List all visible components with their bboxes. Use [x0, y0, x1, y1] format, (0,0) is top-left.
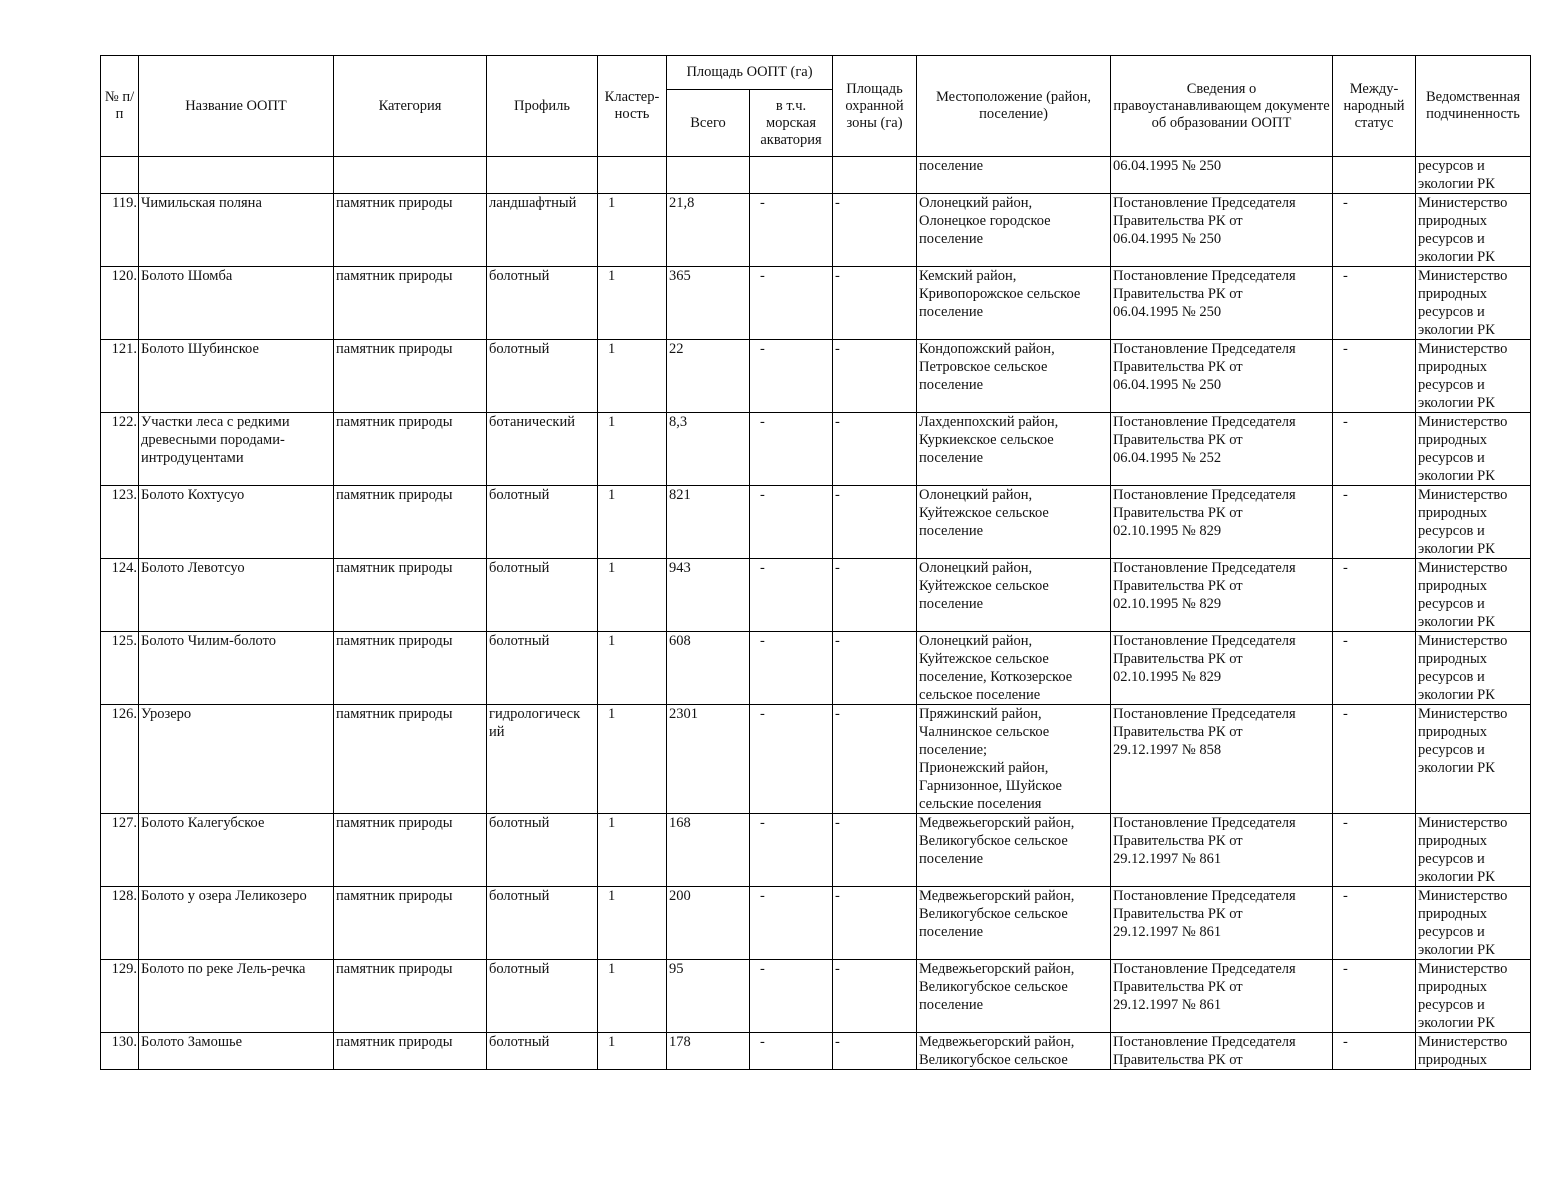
header-document: Сведения о правоустанавливающем документе об образовании ООПТ: [1111, 56, 1333, 157]
header-name: Название ООПТ: [139, 56, 334, 157]
cell-buffer: -: [833, 267, 917, 340]
cell-dept: Министерство природных ресурсов и экологии РК: [1416, 887, 1531, 960]
cell-buffer: -: [833, 960, 917, 1033]
cell-name: Болото Шубинское: [139, 340, 334, 413]
cell-name: Чимильская поляна: [139, 194, 334, 267]
cell-cluster: 1: [598, 705, 667, 814]
cell-buffer: -: [833, 632, 917, 705]
cell-intl: -: [1333, 267, 1416, 340]
header-location: Местоположение (район, поселение): [917, 56, 1111, 157]
cell-profile: болотный: [487, 632, 598, 705]
cell-cluster: 1: [598, 486, 667, 559]
cell-document: Постановление Председателя Правительства РК от 06.04.1995 № 252: [1111, 413, 1333, 486]
cell-category: памятник природы: [334, 340, 487, 413]
cell-area-total: 178: [667, 1033, 750, 1070]
cell-location: Медвежьегорский район, Великогубское сельское: [917, 1033, 1111, 1070]
cell-location: Медвежьегорский район, Великогубское сельское поселение: [917, 814, 1111, 887]
table-row: [101, 705, 1531, 814]
cell-document: Постановление Председателя Правительства РК от 02.10.1995 № 829: [1111, 559, 1333, 632]
cell-intl: -: [1333, 559, 1416, 632]
cell-cluster: 1: [598, 267, 667, 340]
cell-num: 122.: [101, 413, 139, 486]
cell-num: 130.: [101, 1033, 139, 1070]
cell-profile: болотный: [487, 1033, 598, 1070]
cell-buffer: -: [833, 559, 917, 632]
cell-area-marine: -: [750, 194, 833, 267]
cell-buffer: -: [833, 1033, 917, 1070]
cell-dept: Министерство природных ресурсов и экологии РК: [1416, 340, 1531, 413]
cell-name: Болото Чилим-болото: [139, 632, 334, 705]
cell-area-marine: -: [750, 1033, 833, 1070]
table-row: [101, 632, 1531, 705]
cell-area-total: 168: [667, 814, 750, 887]
cell-name: Болото Кохтусуо: [139, 486, 334, 559]
cell-cluster: 1: [598, 960, 667, 1033]
cell-num: 127.: [101, 814, 139, 887]
cell-dept: Министерство природных ресурсов и экологии РК: [1416, 632, 1531, 705]
header-intl: Между-народный статус: [1333, 56, 1416, 157]
cell-num: 124.: [101, 559, 139, 632]
cell-cluster: 1: [598, 887, 667, 960]
cell-area-total: 608: [667, 632, 750, 705]
cell-intl: -: [1333, 486, 1416, 559]
cell-buffer: -: [833, 705, 917, 814]
cell-cluster: 1: [598, 1033, 667, 1070]
table-row: [101, 413, 1531, 486]
cell-num: 125.: [101, 632, 139, 705]
cell-name: Болото Шомба: [139, 267, 334, 340]
cell-area-total: 2301: [667, 705, 750, 814]
cell-dept: Министерство природных ресурсов и экологии РК: [1416, 559, 1531, 632]
header-area-total: Всего: [667, 90, 750, 157]
cell-cluster: 1: [598, 632, 667, 705]
table-row: [101, 960, 1531, 1033]
cell-name: Болото по реке Лель-речка: [139, 960, 334, 1033]
header-num: № п/п: [101, 56, 139, 157]
header-buffer: Площадь охранной зоны (га): [833, 56, 917, 157]
cell-intl: -: [1333, 340, 1416, 413]
cell-dept: Министерство природных ресурсов и экологии РК: [1416, 413, 1531, 486]
header-dept: Ведомственная подчиненность: [1416, 56, 1531, 157]
cell-area-total: 8,3: [667, 413, 750, 486]
cell-area-total: 365: [667, 267, 750, 340]
cell-profile: гидрологическ ий: [487, 705, 598, 814]
cell-intl: -: [1333, 413, 1416, 486]
cell-document: Постановление Председателя Правительства РК от 29.12.1997 № 861: [1111, 887, 1333, 960]
table-row: [101, 194, 1531, 267]
cell-buffer: -: [833, 194, 917, 267]
cell-profile: ландшафтный: [487, 194, 598, 267]
cell-document: Постановление Председателя Правительства РК от 06.04.1995 № 250: [1111, 194, 1333, 267]
cell-location: Лахденпохский район, Куркиекское сельское поселение: [917, 413, 1111, 486]
header-cluster: Кластер-ность: [598, 56, 667, 157]
cell-category: памятник природы: [334, 814, 487, 887]
cell-intl: -: [1333, 705, 1416, 814]
cell-area-marine: -: [750, 340, 833, 413]
cell-location: Олонецкий район, Олонецкое городское поселение: [917, 194, 1111, 267]
table-row: [101, 486, 1531, 559]
cell-area-marine: -: [750, 413, 833, 486]
cell-buffer: -: [833, 887, 917, 960]
cell-document: Постановление Председателя Правительства РК от 02.10.1995 № 829: [1111, 486, 1333, 559]
table-row: [101, 1033, 1531, 1070]
cell-area-marine: -: [750, 814, 833, 887]
cell-category: памятник природы: [334, 486, 487, 559]
continued-dept: ресурсов и экологии РК: [1416, 157, 1531, 194]
cell-profile: болотный: [487, 559, 598, 632]
cell-category: памятник природы: [334, 413, 487, 486]
cell-document: Постановление Председателя Правительства РК от 29.12.1997 № 861: [1111, 960, 1333, 1033]
cell-cluster: 1: [598, 814, 667, 887]
cell-num: 120.: [101, 267, 139, 340]
cell-dept: Министерство природных ресурсов и экологии РК: [1416, 705, 1531, 814]
cell-area-total: 22: [667, 340, 750, 413]
cell-intl: -: [1333, 1033, 1416, 1070]
cell-document: Постановление Председателя Правительства РК от 06.04.1995 № 250: [1111, 267, 1333, 340]
continued-document: 06.04.1995 № 250: [1111, 157, 1333, 194]
cell-intl: -: [1333, 194, 1416, 267]
cell-area-marine: -: [750, 486, 833, 559]
cell-document: Постановление Председателя Правительства РК от 02.10.1995 № 829: [1111, 632, 1333, 705]
header-area: Площадь ООПТ (га): [667, 56, 833, 90]
cell-location: Олонецкий район, Куйтежское сельское поселение: [917, 486, 1111, 559]
cell-num: 121.: [101, 340, 139, 413]
cell-area-marine: -: [750, 887, 833, 960]
cell-name: Болото Замошье: [139, 1033, 334, 1070]
cell-name: Болото Калегубское: [139, 814, 334, 887]
cell-area-marine: -: [750, 960, 833, 1033]
header-area-marine: в т.ч. морская акватория: [750, 90, 833, 157]
cell-dept: Министерство природных ресурсов и экологии РК: [1416, 267, 1531, 340]
table-row: [101, 814, 1531, 887]
oopt-table-page: [100, 55, 1530, 1070]
cell-document: Постановление Председателя Правительства РК от: [1111, 1033, 1333, 1070]
cell-location: Олонецкий район, Куйтежское сельское поселение, Коткозерское сельское поселение: [917, 632, 1111, 705]
cell-area-marine: -: [750, 705, 833, 814]
cell-intl: -: [1333, 887, 1416, 960]
cell-num: 129.: [101, 960, 139, 1033]
header-profile: Профиль: [487, 56, 598, 157]
cell-area-total: 200: [667, 887, 750, 960]
continued-row: [101, 157, 1531, 194]
cell-cluster: 1: [598, 413, 667, 486]
table-header: [101, 56, 1531, 157]
table-row: [101, 887, 1531, 960]
cell-location: Кемский район, Кривопорожское сельское поселение: [917, 267, 1111, 340]
cell-buffer: -: [833, 486, 917, 559]
cell-buffer: -: [833, 814, 917, 887]
cell-num: 128.: [101, 887, 139, 960]
cell-intl: -: [1333, 632, 1416, 705]
cell-document: Постановление Председателя Правительства РК от 29.12.1997 № 858: [1111, 705, 1333, 814]
cell-profile: болотный: [487, 814, 598, 887]
cell-area-total: 943: [667, 559, 750, 632]
oopt-table: [100, 55, 1531, 1070]
cell-profile: болотный: [487, 887, 598, 960]
table-body: [101, 157, 1531, 1070]
cell-profile: ботанический: [487, 413, 598, 486]
cell-num: 119.: [101, 194, 139, 267]
cell-buffer: -: [833, 413, 917, 486]
table-row: [101, 340, 1531, 413]
table-row: [101, 559, 1531, 632]
cell-category: памятник природы: [334, 632, 487, 705]
cell-dept: Министерство природных ресурсов и экологии РК: [1416, 814, 1531, 887]
cell-location: Олонецкий район, Куйтежское сельское поселение: [917, 559, 1111, 632]
cell-dept: Министерство природных ресурсов и экологии РК: [1416, 960, 1531, 1033]
cell-category: памятник природы: [334, 1033, 487, 1070]
cell-num: 126.: [101, 705, 139, 814]
cell-category: памятник природы: [334, 559, 487, 632]
cell-intl: -: [1333, 814, 1416, 887]
cell-area-total: 821: [667, 486, 750, 559]
cell-buffer: -: [833, 340, 917, 413]
cell-intl: -: [1333, 960, 1416, 1033]
cell-name: Участки леса с редкими древесными породами- интродуцентами: [139, 413, 334, 486]
cell-area-marine: -: [750, 559, 833, 632]
cell-category: памятник природы: [334, 705, 487, 814]
cell-area-total: 95: [667, 960, 750, 1033]
cell-profile: болотный: [487, 486, 598, 559]
cell-area-marine: -: [750, 632, 833, 705]
cell-profile: болотный: [487, 340, 598, 413]
cell-category: памятник природы: [334, 267, 487, 340]
cell-category: памятник природы: [334, 960, 487, 1033]
cell-cluster: 1: [598, 340, 667, 413]
cell-cluster: 1: [598, 194, 667, 267]
cell-location: Кондопожский район, Петровское сельское поселение: [917, 340, 1111, 413]
header-category: Категория: [334, 56, 487, 157]
cell-category: памятник природы: [334, 887, 487, 960]
cell-area-marine: -: [750, 267, 833, 340]
cell-document: Постановление Председателя Правительства РК от 29.12.1997 № 861: [1111, 814, 1333, 887]
cell-profile: болотный: [487, 267, 598, 340]
cell-document: Постановление Председателя Правительства РК от 06.04.1995 № 250: [1111, 340, 1333, 413]
continued-location: поселение: [917, 157, 1111, 194]
cell-name: Урозеро: [139, 705, 334, 814]
cell-area-total: 21,8: [667, 194, 750, 267]
cell-profile: болотный: [487, 960, 598, 1033]
cell-cluster: 1: [598, 559, 667, 632]
cell-location: Пряжинский район, Чалнинское сельское поселение; Прионежский район, Гарнизонное, Шуйское сельские поселения: [917, 705, 1111, 814]
table-row: [101, 267, 1531, 340]
cell-location: Медвежьегорский район, Великогубское сельское поселение: [917, 887, 1111, 960]
cell-num: 123.: [101, 486, 139, 559]
cell-dept: Министерство природных ресурсов и экологии РК: [1416, 194, 1531, 267]
cell-dept: Министерство природных: [1416, 1033, 1531, 1070]
cell-name: Болото Левотсуо: [139, 559, 334, 632]
cell-location: Медвежьегорский район, Великогубское сельское поселение: [917, 960, 1111, 1033]
cell-category: памятник природы: [334, 194, 487, 267]
cell-dept: Министерство природных ресурсов и экологии РК: [1416, 486, 1531, 559]
cell-name: Болото у озера Леликозеро: [139, 887, 334, 960]
